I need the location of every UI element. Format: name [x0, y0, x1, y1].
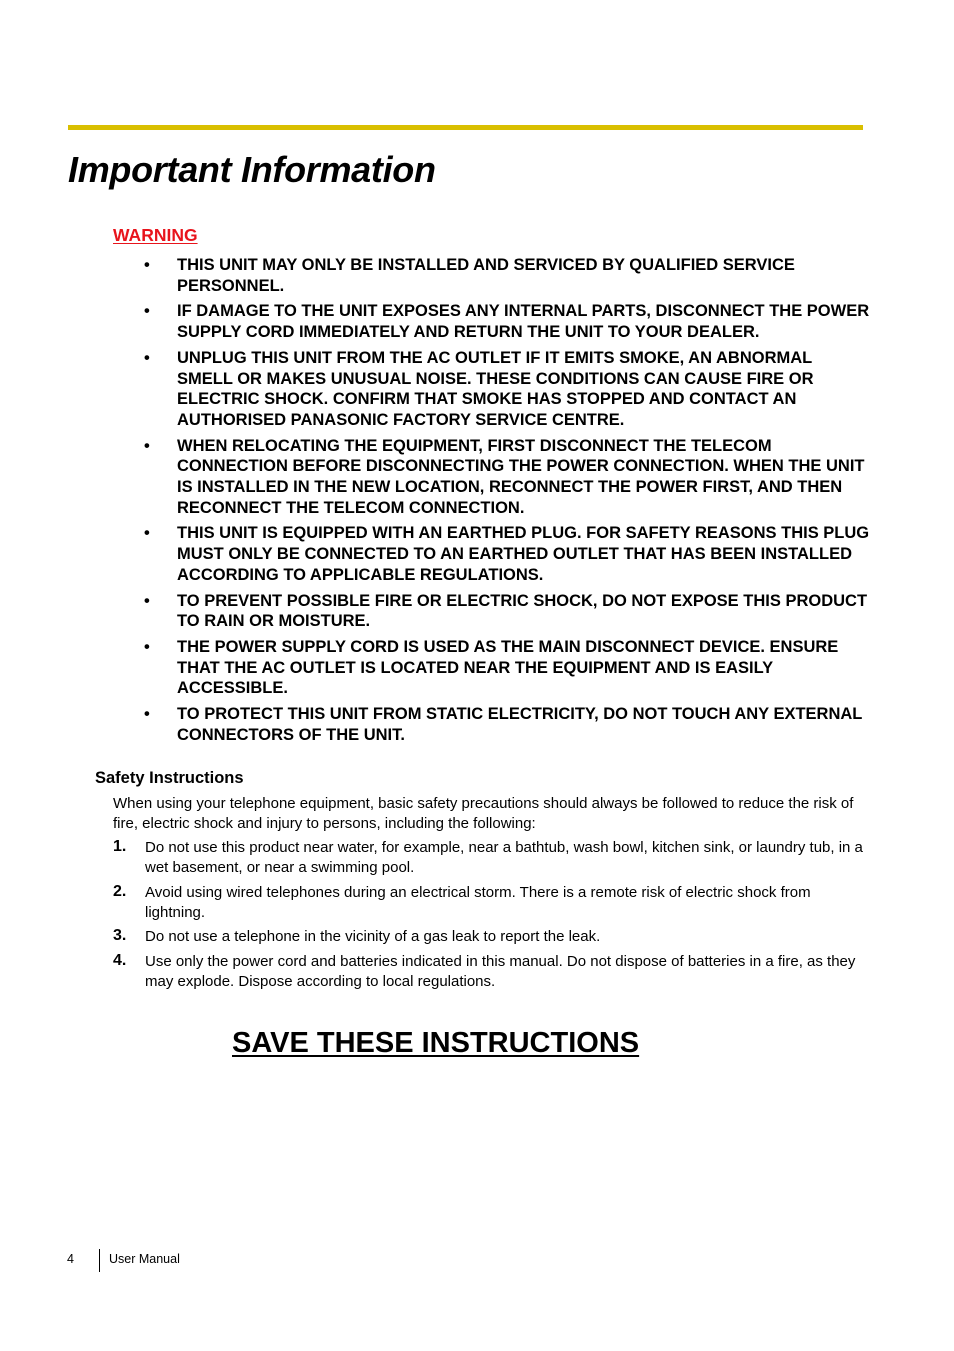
- warning-item: [142, 436, 872, 519]
- safety-item: [113, 838, 873, 878]
- warning-item-text: THIS UNIT MAY ONLY BE INSTALLED AND SERVICED BY QUALIFIED SERVICE PERSONNEL.: [177, 256, 795, 295]
- warning-item-text: TO PREVENT POSSIBLE FIRE OR ELECTRIC SHOCK, DO NOT EXPOSE THIS PRODUCT TO RAIN OR MOISTURE.: [177, 591, 868, 631]
- warning-heading: WARNING: [113, 225, 198, 245]
- bullet-icon: •: [144, 348, 150, 367]
- warning-item: [142, 348, 872, 431]
- warning-list: [142, 255, 872, 750]
- warning-item: [142, 301, 872, 342]
- safety-item-number: 2.: [113, 882, 127, 900]
- safety-item-text: Use only the power cord and batteries indicated in this manual. Do not dispose of batteries in a fire, as they may explode. Dispose according to local regulations.: [145, 952, 856, 990]
- save-instructions-banner: SAVE THESE INSTRUCTIONS: [232, 1027, 640, 1059]
- warning-item-text: IF DAMAGE TO THE UNIT EXPOSES ANY INTERNAL PARTS, DISCONNECT THE POWER SUPPLY CORD IMMEDIATELY AND RETURN THE UNIT TO YOUR DEALER.: [177, 302, 870, 342]
- safety-list: [113, 838, 873, 996]
- safety-item: [113, 927, 873, 947]
- safety-item-number: 3.: [113, 927, 127, 944]
- bullet-icon: •: [144, 436, 150, 455]
- page-title: Important Information: [68, 149, 436, 190]
- bullet-icon: •: [144, 256, 150, 274]
- safety-intro: When using your telephone equipment, basic safety precautions should always be followed to reduce the risk of fire, electric shock and injury to persons, including the following:: [113, 795, 854, 832]
- warning-item-text: UNPLUG THIS UNIT FROM THE AC OUTLET IF IT EMITS SMOKE, AN ABNORMAL SMELL OR MAKES UNUSUAL NOISE. THESE CONDITIONS CAN CAUSE FIRE OR ELECTRIC SHOCK. CONFIRM THAT SMOKE HAS STOPPED AND CONTACT AN AUTHORISED PANASONIC FACTORY SERVICE CENTRE.: [177, 348, 814, 429]
- bullet-icon: •: [144, 705, 150, 724]
- footer-label: User Manual: [109, 1252, 180, 1266]
- bullet-icon: •: [144, 524, 150, 543]
- warning-item-text: WHEN RELOCATING THE EQUIPMENT, FIRST DISCONNECT THE TELECOM CONNECTION BEFORE DISCONNECTING THE POWER CONNECTION. WHEN THE UNIT IS INSTALLED IN THE NEW LOCATION, RECONNECT THE POWER FIRST, AND THEN RECONNECT THE TELECOM CONNECTION.: [177, 436, 865, 517]
- bullet-icon: •: [144, 302, 150, 321]
- warning-item: [142, 591, 872, 632]
- safety-item-text: Do not use this product near water, for example, near a bathtub, wash bowl, kitchen sink, or laundry tub, in a wet basement, or near a swimming pool.: [145, 839, 863, 876]
- safety-item: [113, 952, 873, 992]
- footer-divider: [99, 1249, 100, 1272]
- safety-item-text: Do not use a telephone in the vicinity of a gas leak to report the leak.: [145, 928, 601, 945]
- safety-item: [113, 883, 873, 923]
- warning-item: [142, 523, 872, 585]
- safety-item-text: Avoid using wired telephones during an electrical storm. There is a remote risk of electric shock from lightning.: [145, 883, 811, 921]
- safety-item-number: 4.: [113, 951, 127, 969]
- warning-item: [142, 637, 872, 699]
- warning-item-text: TO PROTECT THIS UNIT FROM STATIC ELECTRICITY, DO NOT TOUCH ANY EXTERNAL CONNECTORS OF THE UNIT.: [177, 705, 863, 744]
- safety-item-number: 1.: [113, 838, 127, 855]
- warning-item-text: THIS UNIT IS EQUIPPED WITH AN EARTHED PLUG. FOR SAFETY REASONS THIS PLUG MUST ONLY BE CONNECTED TO AN EARTHED OUTLET THAT HAS BEEN INSTALLED ACCORDING TO APPLICABLE REGULATIONS.: [177, 524, 870, 584]
- bullet-icon: •: [144, 637, 150, 656]
- warning-item: [142, 255, 872, 296]
- title-accent-rule: [68, 125, 863, 130]
- bullet-icon: •: [144, 591, 150, 610]
- safety-instructions-heading: Safety Instructions: [95, 769, 244, 787]
- warning-item: [142, 704, 872, 745]
- footer-page-number: 4: [67, 1252, 74, 1266]
- warning-item-text: THE POWER SUPPLY CORD IS USED AS THE MAIN DISCONNECT DEVICE. ENSURE THAT THE AC OUTLET IS LOCATED NEAR THE EQUIPMENT AND IS EASILY ACCESSIBLE.: [177, 637, 839, 698]
